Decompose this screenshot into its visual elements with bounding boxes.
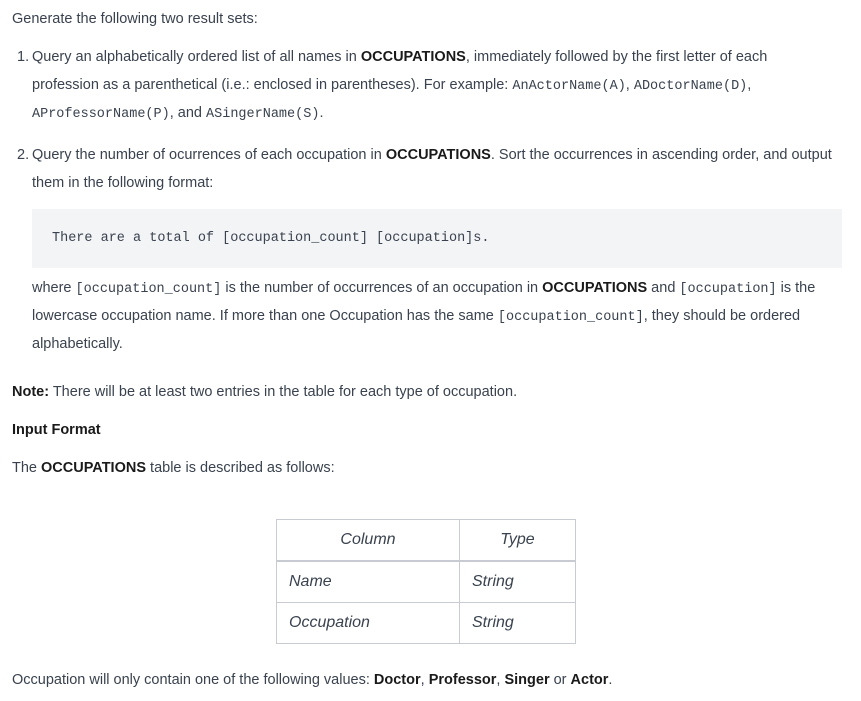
- example-code-3: AProfessorName(P): [32, 107, 170, 122]
- item2-line2: them in the following format:: [32, 175, 214, 191]
- cell-column: Name: [277, 561, 460, 603]
- sep: ,: [747, 77, 752, 93]
- table-intro-text-a: The: [12, 460, 42, 476]
- where-text-a: where: [32, 280, 76, 296]
- footer-values: [12, 672, 612, 688]
- where-text-b: is the number of occurrences of an occupation in: [221, 280, 543, 296]
- table-intro-text-b: table is described as follows:: [146, 460, 335, 476]
- note: [12, 384, 517, 400]
- list-number-1: 1.: [17, 49, 30, 65]
- note-label: Note:: [12, 384, 50, 400]
- table-row: [277, 603, 576, 644]
- sep: or: [549, 672, 571, 688]
- where-line3: alphabetically.: [32, 336, 123, 352]
- input-format-heading: Input Format: [12, 422, 101, 438]
- sep: .: [319, 105, 324, 121]
- where-line1: [32, 280, 815, 297]
- example-code-1: AnActorName(A): [512, 79, 626, 94]
- item2-text-a: Query the number of ocurrences of each occupation in: [32, 147, 386, 163]
- item1-line2: [32, 77, 751, 94]
- intro-text: Generate the following two result sets:: [12, 11, 258, 27]
- item1-line3: [32, 105, 323, 122]
- header-column: Column: [277, 520, 460, 562]
- item1-text-a: Query an alphabetically ordered list of all names in: [32, 49, 361, 65]
- code-block-text: There are a total of [occupation_count] [occupation]s.: [52, 231, 490, 246]
- inline-code-occupation: [occupation]: [679, 282, 777, 297]
- section-heading-input-format: [12, 422, 101, 438]
- where-text-d: is the: [776, 280, 816, 296]
- note-text: There will be at least two entries in the table for each type of occupation.: [49, 384, 518, 400]
- where-bold-table: OCCUPATIONS: [542, 280, 648, 296]
- list-number-2: 2.: [17, 147, 30, 163]
- item2-bold-table: OCCUPATIONS: [385, 147, 491, 163]
- footer-text: Occupation will only contain one of the following values:: [12, 672, 374, 688]
- cell-type: String: [460, 603, 576, 644]
- where-line2-text: lowercase occupation name. If more than one Occupation has the same: [32, 308, 498, 324]
- sep: ,: [420, 672, 429, 688]
- value-singer: Singer: [504, 672, 550, 688]
- cell-column: Occupation: [277, 603, 460, 644]
- item2-text-c: . Sort the occurrences in ascending order, and output: [490, 147, 832, 163]
- table-intro-bold: OCCUPATIONS: [41, 460, 147, 476]
- where-line2-text-b: , they should be ordered: [643, 308, 801, 324]
- code-block: [32, 209, 842, 268]
- sep: .: [608, 672, 613, 688]
- inline-code-occupation-count: [occupation_count]: [497, 310, 644, 325]
- sep: ,: [496, 672, 505, 688]
- item1-text-c: , immediately followed by the first letter of each: [465, 49, 768, 65]
- item1-bold-table: OCCUPATIONS: [360, 49, 466, 65]
- table-row: [277, 561, 576, 603]
- inline-code-occupation-count: [occupation_count]: [75, 282, 222, 297]
- where-line2: [32, 308, 800, 325]
- item1-line2-text: profession as a parenthetical (i.e.: enclosed in parentheses). For example:: [32, 77, 513, 93]
- header-type: Type: [460, 520, 576, 562]
- cell-type: String: [460, 561, 576, 603]
- table-header-row: [277, 520, 576, 562]
- sep: , and: [169, 105, 207, 121]
- table-intro: [12, 460, 335, 476]
- example-code-4: ASingerName(S): [206, 107, 320, 122]
- value-professor: Professor: [428, 672, 497, 688]
- where-text-c: and: [647, 280, 680, 296]
- occupations-schema-table: [276, 519, 576, 644]
- value-actor: Actor: [570, 672, 609, 688]
- item1-line1: [32, 49, 767, 65]
- example-code-2: ADoctorName(D): [633, 79, 748, 94]
- sep: ,: [625, 77, 634, 93]
- value-doctor: Doctor: [373, 672, 421, 688]
- item2-line1: [32, 147, 832, 163]
